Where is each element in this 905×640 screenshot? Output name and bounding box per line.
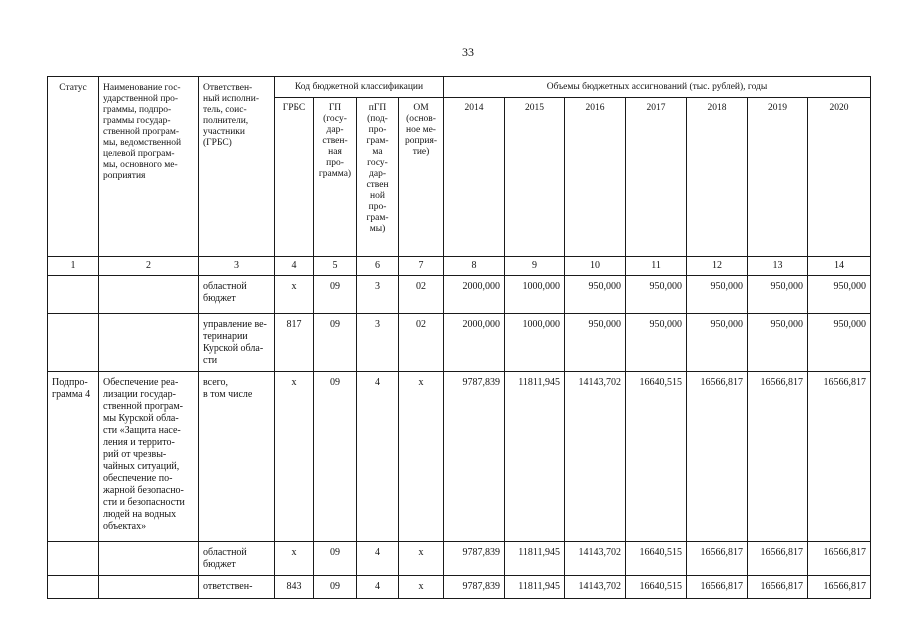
- cell-amount-2016: 950,000: [565, 276, 626, 314]
- cell-amount-2018: 16566,817: [687, 542, 748, 576]
- column-number: 2: [99, 257, 199, 276]
- cell-name: Обеспечение реа- лизации государ- ственной програм- мы Курской обла- сти «Защита насе- ления и террито- рий от чрезвы- чайных ситуаций, обеспечение по- жарной безопасно- сти и безопасности людей на водных объектах»: [99, 372, 199, 542]
- cell-amount-2020: 16566,817: [808, 576, 871, 599]
- cell-amount-2020: 16566,817: [808, 372, 871, 542]
- column-number: 14: [808, 257, 871, 276]
- cell-om: х: [399, 542, 444, 576]
- cell-status: [48, 314, 99, 372]
- column-number: 8: [444, 257, 505, 276]
- header-pgp: пГП (под- про- грам- ма госу- дар- ствен ной про- грам- мы): [357, 98, 399, 257]
- cell-pgp: 3: [357, 276, 399, 314]
- column-number: 5: [314, 257, 357, 276]
- table-row: [48, 542, 871, 576]
- cell-gp: 09: [314, 542, 357, 576]
- cell-amount-2015: 11811,945: [505, 576, 565, 599]
- cell-amount-2017: 16640,515: [626, 372, 687, 542]
- cell-amount-2015: 11811,945: [505, 372, 565, 542]
- cell-amount-2016: 14143,702: [565, 542, 626, 576]
- column-number: 1: [48, 257, 99, 276]
- cell-amount-2018: 950,000: [687, 276, 748, 314]
- column-number: 10: [565, 257, 626, 276]
- column-number: 13: [748, 257, 808, 276]
- header-code-group: Код бюджетной классификации: [275, 77, 444, 98]
- cell-pgp: 4: [357, 576, 399, 599]
- header-year-2020: 2020: [808, 98, 871, 257]
- cell-amount-2017: 16640,515: [626, 542, 687, 576]
- cell-amount-2015: 11811,945: [505, 542, 565, 576]
- cell-pgp: 4: [357, 372, 399, 542]
- header-gp: ГП (госу- дар- ствен- ная про- грамма): [314, 98, 357, 257]
- column-number: 4: [275, 257, 314, 276]
- cell-om: х: [399, 372, 444, 542]
- cell-amount-2017: 16640,515: [626, 576, 687, 599]
- header-year-2016: 2016: [565, 98, 626, 257]
- cell-amount-2018: 16566,817: [687, 372, 748, 542]
- table-row: [48, 276, 871, 314]
- header-year-2017: 2017: [626, 98, 687, 257]
- cell-amount-2015: 1000,000: [505, 314, 565, 372]
- cell-amount-2019: 950,000: [748, 276, 808, 314]
- cell-gp: 09: [314, 576, 357, 599]
- cell-amount-2016: 14143,702: [565, 372, 626, 542]
- cell-name: [99, 542, 199, 576]
- budget-table: [47, 76, 871, 599]
- cell-pgp: 3: [357, 314, 399, 372]
- cell-amount-2016: 950,000: [565, 314, 626, 372]
- cell-amount-2017: 950,000: [626, 276, 687, 314]
- cell-om: 02: [399, 314, 444, 372]
- cell-status: [48, 542, 99, 576]
- header-row: [48, 77, 871, 98]
- cell-pgp: 4: [357, 542, 399, 576]
- column-number: 6: [357, 257, 399, 276]
- header-responsible: Ответствен- ный исполни- тель, соис- полнители, участники (ГРБС): [199, 77, 275, 257]
- cell-amount-2017: 950,000: [626, 314, 687, 372]
- header-year-2019: 2019: [748, 98, 808, 257]
- cell-name: [99, 314, 199, 372]
- cell-amount-2019: 16566,817: [748, 372, 808, 542]
- header-status: Статус: [48, 77, 99, 257]
- cell-amount-2014: 9787,839: [444, 542, 505, 576]
- cell-amount-2019: 16566,817: [748, 576, 808, 599]
- cell-gp: 09: [314, 314, 357, 372]
- header-name: Наименование гос- ударственной про- граммы, подпро- граммы государ- ственной програм- мы, ведомственной целевой програм- мы, основного ме- роприятия: [99, 77, 199, 257]
- cell-gp: 09: [314, 372, 357, 542]
- column-numbers-row: [48, 257, 871, 276]
- cell-name: [99, 576, 199, 599]
- cell-responsible: областной бюджет: [199, 276, 275, 314]
- table-row: [48, 314, 871, 372]
- cell-grbs: 843: [275, 576, 314, 599]
- cell-amount-2019: 950,000: [748, 314, 808, 372]
- cell-amount-2014: 2000,000: [444, 276, 505, 314]
- column-number: 3: [199, 257, 275, 276]
- page-number: 33: [462, 45, 474, 59]
- header-om: ОМ (основ- ное ме- роприя- тие): [399, 98, 444, 257]
- header-volume-group: Объемы бюджетных ассигнований (тыс. рублей), годы: [444, 77, 871, 98]
- cell-grbs: х: [275, 542, 314, 576]
- header-year-2015: 2015: [505, 98, 565, 257]
- header-year-2014: 2014: [444, 98, 505, 257]
- header-year-2018: 2018: [687, 98, 748, 257]
- cell-status: [48, 276, 99, 314]
- cell-amount-2014: 9787,839: [444, 372, 505, 542]
- cell-amount-2014: 9787,839: [444, 576, 505, 599]
- cell-grbs: 817: [275, 314, 314, 372]
- cell-responsible: ответствен-: [199, 576, 275, 599]
- column-number: 7: [399, 257, 444, 276]
- column-number: 12: [687, 257, 748, 276]
- header-grbs: ГРБС: [275, 98, 314, 257]
- cell-responsible: всего, в том числе: [199, 372, 275, 542]
- column-number: 9: [505, 257, 565, 276]
- cell-amount-2019: 16566,817: [748, 542, 808, 576]
- cell-om: х: [399, 576, 444, 599]
- cell-status: Подпро- грамма 4: [48, 372, 99, 542]
- cell-grbs: х: [275, 276, 314, 314]
- cell-amount-2018: 16566,817: [687, 576, 748, 599]
- cell-responsible: управление ве- теринарии Курской обла- сти: [199, 314, 275, 372]
- cell-amount-2018: 950,000: [687, 314, 748, 372]
- cell-amount-2020: 950,000: [808, 314, 871, 372]
- table-row: [48, 372, 871, 542]
- column-number: 11: [626, 257, 687, 276]
- cell-amount-2020: 16566,817: [808, 542, 871, 576]
- cell-gp: 09: [314, 276, 357, 314]
- cell-status: [48, 576, 99, 599]
- table-row: [48, 576, 871, 599]
- cell-responsible: областной бюджет: [199, 542, 275, 576]
- cell-amount-2014: 2000,000: [444, 314, 505, 372]
- cell-om: 02: [399, 276, 444, 314]
- cell-amount-2016: 14143,702: [565, 576, 626, 599]
- cell-amount-2015: 1000,000: [505, 276, 565, 314]
- cell-name: [99, 276, 199, 314]
- cell-amount-2020: 950,000: [808, 276, 871, 314]
- cell-grbs: х: [275, 372, 314, 542]
